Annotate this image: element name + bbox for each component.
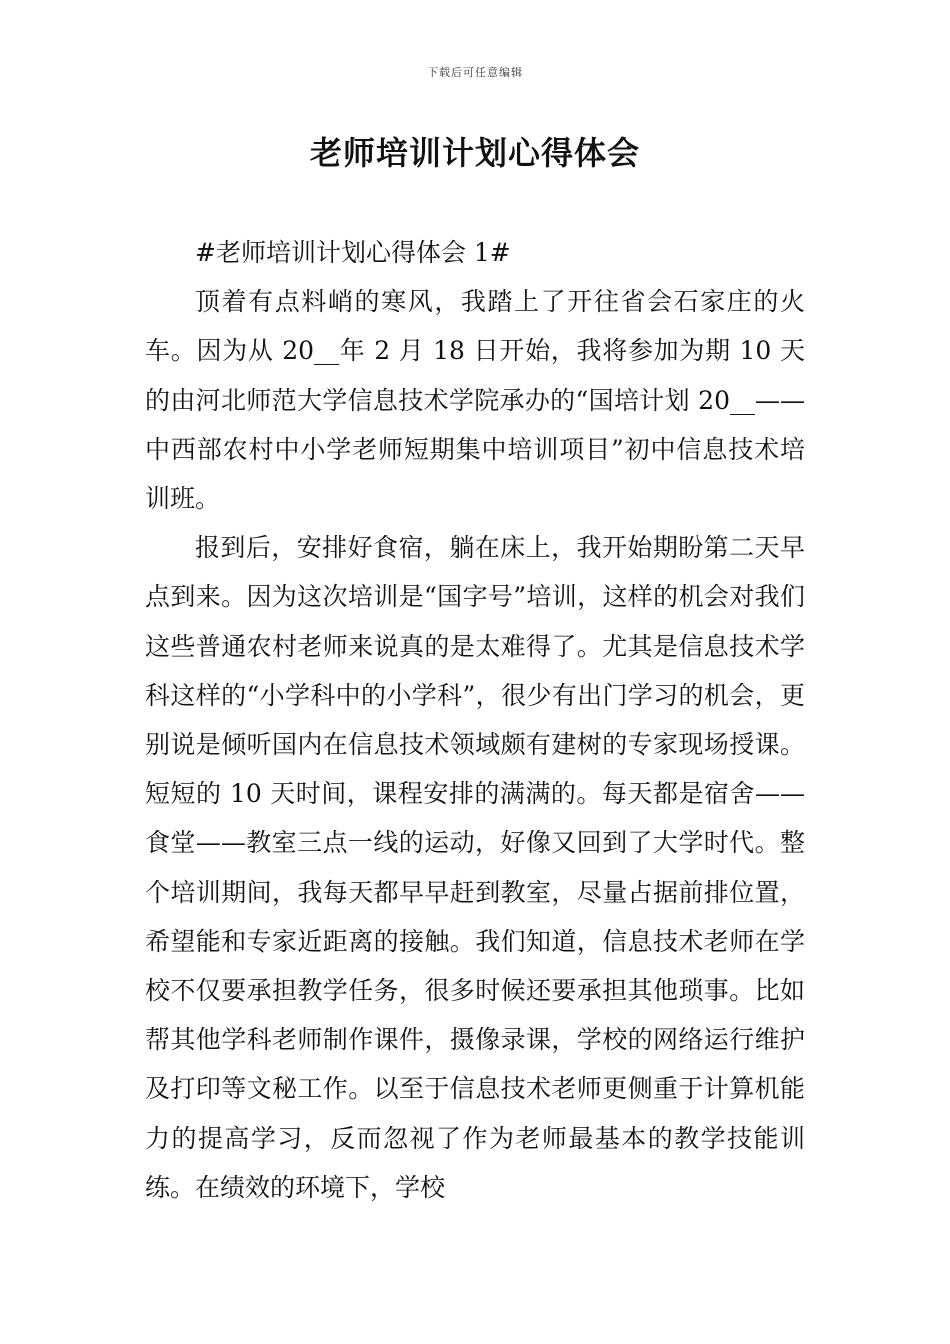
header-note: 下载后可任意编辑 [427, 66, 523, 79]
paragraph-2: 报到后，安排好食宿，躺在床上，我开始期盼第二天早点到来。因为这次培训是“国字号”培训，这样的机会对我们这些普通农村老师来说真的是太难得了。尤其是信息技术学科这样的“小学科中的小学科”，很少有出门学习的机会，更别说是倾听国内在信息技术领域颇有建树的专家现场授课。短短的 10 天时间，课程安排的满满的。每天都是宿舍——食堂——教室三点一线的运动，好像又回到了大学时代。整个培训期间，我每天都早早赶到教室，尽量占据前排位置，希望能和专家近距离的接触。我们知道，信息技术老师在学校不仅要承担教学任务，很多时候还要承担其他琐事。比如帮其他学科老师制作课件，摄像录课，学校的网络运行维护及打印等文秘工作。以至于信息技术老师更侧重于计算机能力的提高学习，反而忽视了作为老师最基本的教学技能训练。在绩效的环境下，学校 [145, 533, 805, 1202]
document-body [145, 228, 805, 1212]
section-heading: #老师培训计划心得体会 1# [195, 238, 511, 267]
paragraph-1: 顶着有点料峭的寒风，我踏上了开往省会石家庄的火车。因为从 20__年 2 月 18 日开始，我将参加为期 10 天的由河北师范大学信息技术学院承办的“国培计划 20__——中西部农村中小学老师短期集中培训项目”初中信息技术培训班。 [145, 287, 805, 514]
document-title: 老师培训计划心得体会 [309, 134, 640, 172]
